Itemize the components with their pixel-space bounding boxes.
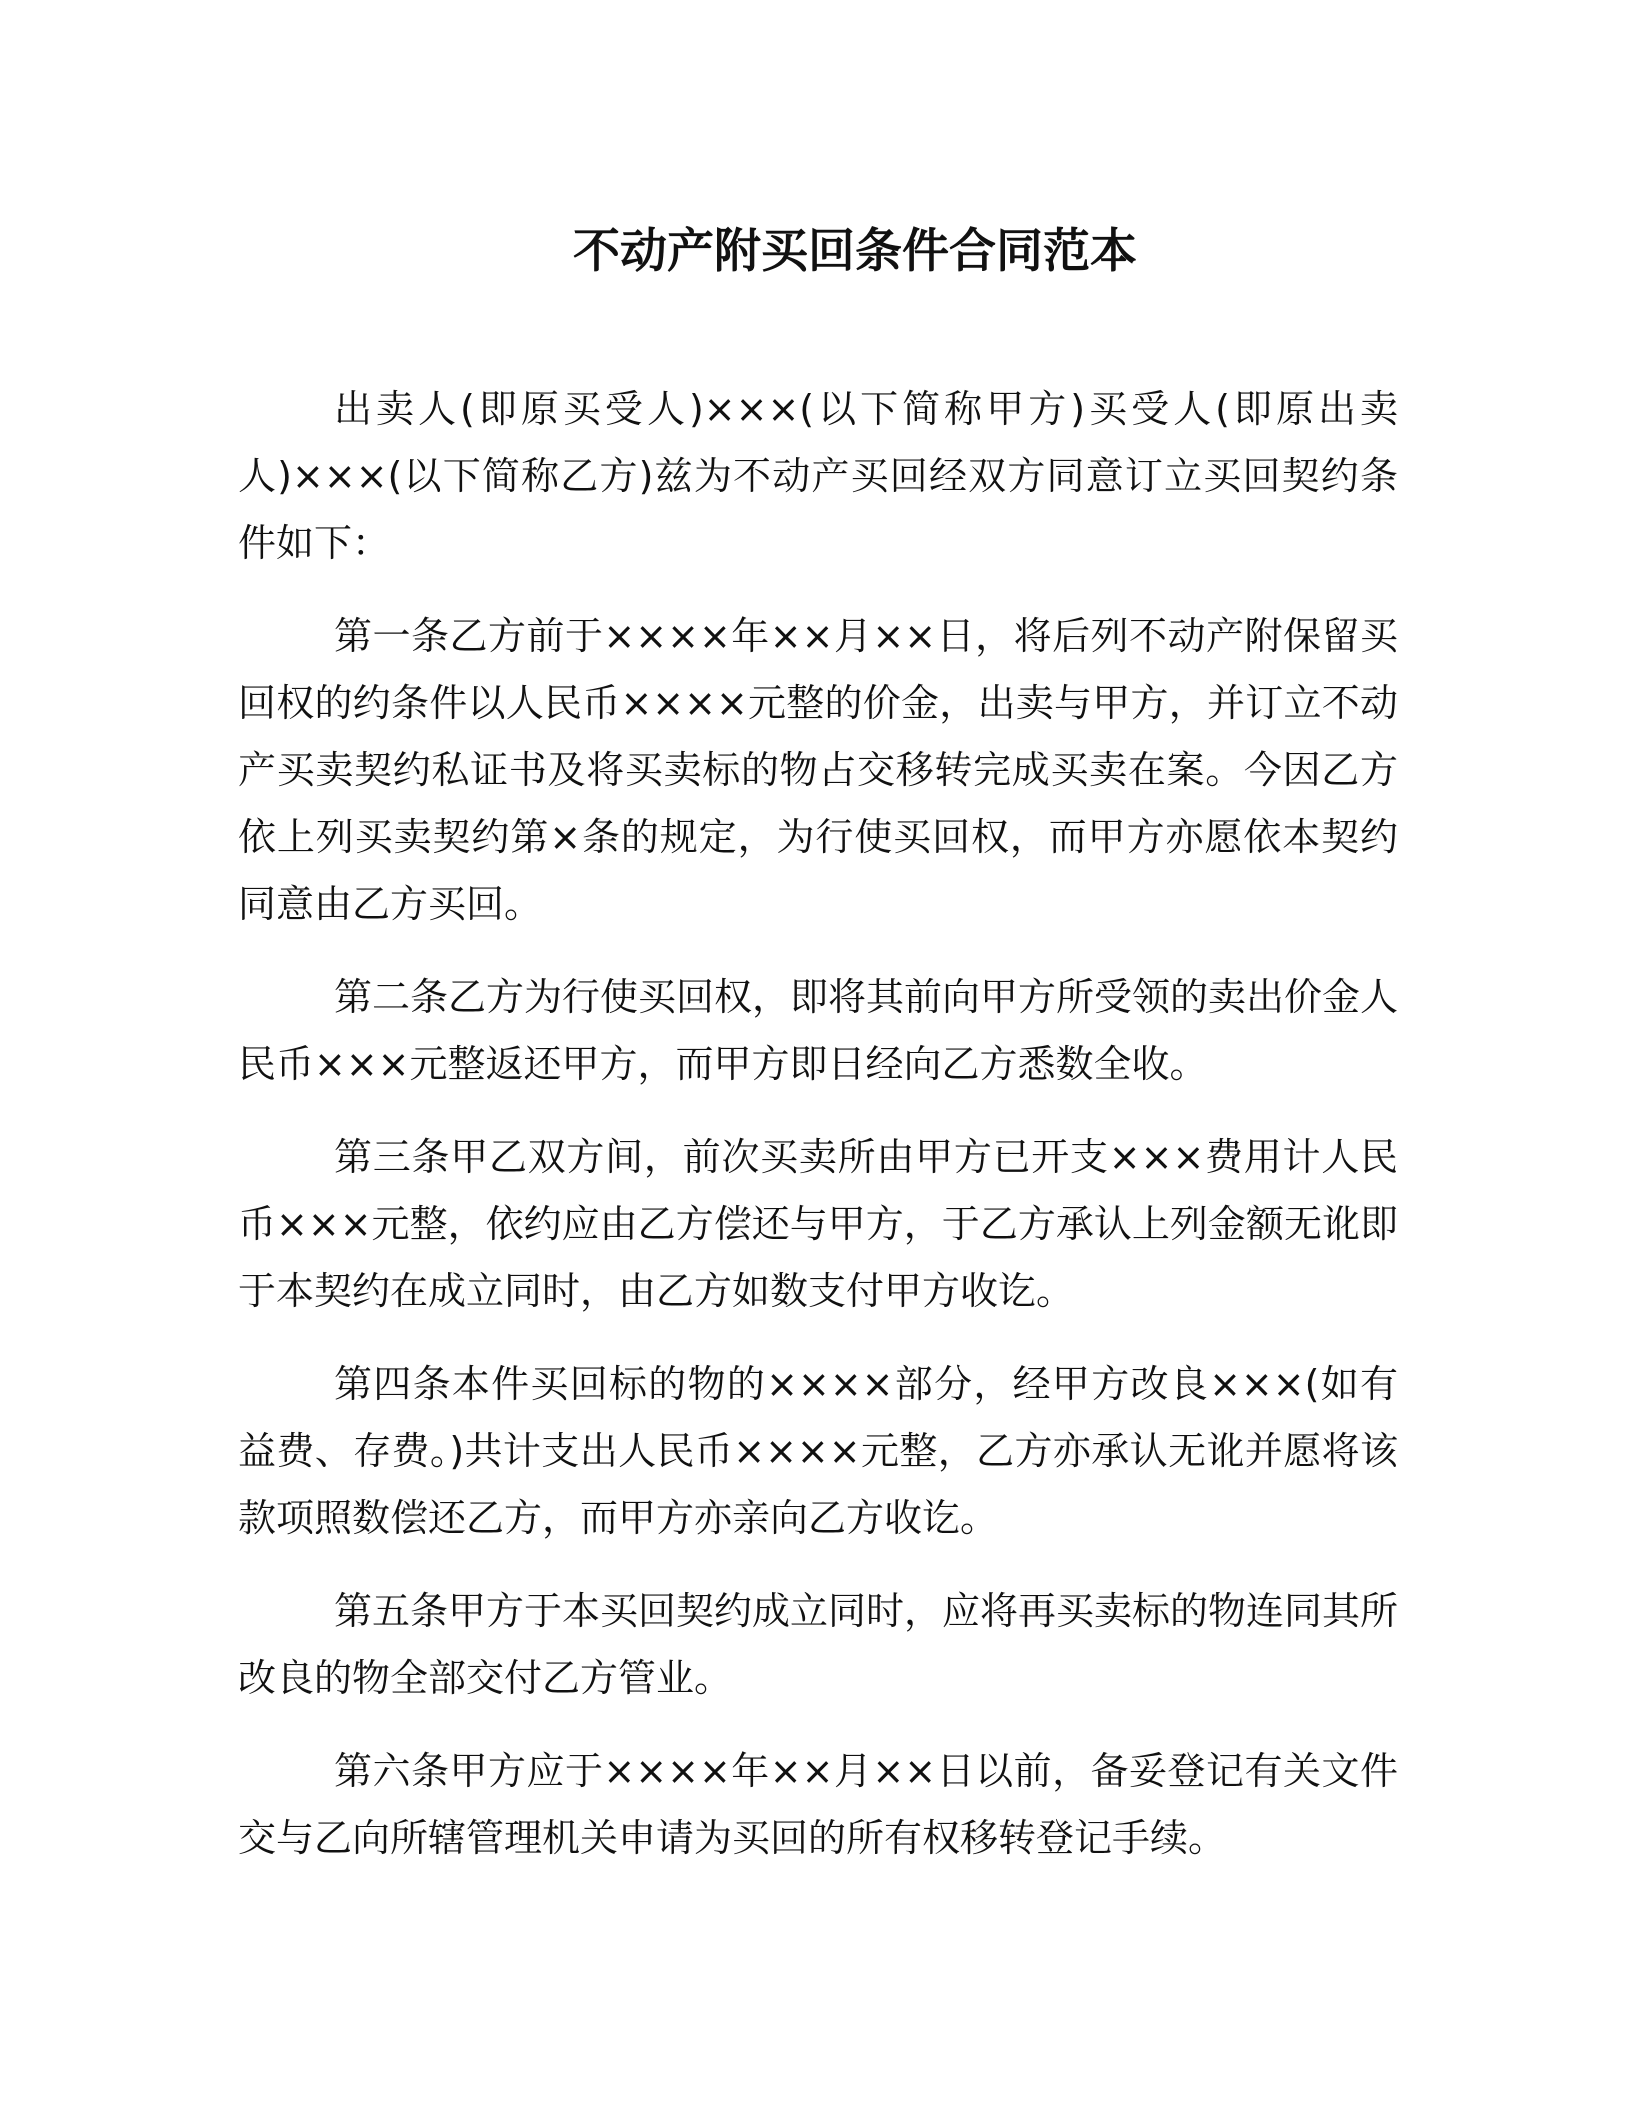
paragraph-article-5: 第五条甲方于本买回契约成立同时，应将再买卖标的物连同其所改良的物全部交付乙方管业。	[238, 1589, 1399, 1700]
paragraph-article-3: 第三条甲乙双方间，前次买卖所由甲方已开支×××费用计人民币×××元整，依约应由乙方偿还与甲方，于乙方承认上列金额无讹即于本契约在成立同时，由乙方如数支付甲方收讫。	[238, 1135, 1398, 1313]
paragraph-article-1: 第一条乙方前于××××年××月××日，将后列不动产附保留买回权的约条件以人民币××××元整的价金，出卖与甲方，并订立不动产买卖契约私证书及将买卖标的物占交移转完成买卖在案。今因乙方依上列买卖契约第×条的规定，为行使买回权，而甲方亦愿依本契约同意由乙方买回。	[238, 614, 1398, 926]
paragraph-article-2: 第二条乙方为行使买回权，即将其前向甲方所受领的卖出价金人民币×××元整返还甲方，而甲方即日经向乙方悉数全收。	[238, 975, 1399, 1086]
document-title: 不动产附买回条件合同范本	[573, 224, 1137, 279]
paragraph-article-6: 第六条甲方应于××××年××月××日以前，备妥登记有关文件交与乙向所辖管理机关申请为买回的所有权移转登记手续。	[238, 1749, 1398, 1860]
paragraph-article-4: 第四条本件买回标的物的××××部分，经甲方改良×××(如有益费、存费。)共计支出人民币××××元整，乙方亦承认无讹并愿将该款项照数偿还乙方，而甲方亦亲向乙方收讫。	[238, 1362, 1398, 1540]
paragraph-preamble: 出卖人(即原买受人)×××(以下简称甲方)买受人(即原出卖人)×××(以下简称乙方)兹为不动产买回经双方同意订立买回契约条件如下：	[238, 387, 1398, 565]
document-body	[238, 376, 1398, 1898]
